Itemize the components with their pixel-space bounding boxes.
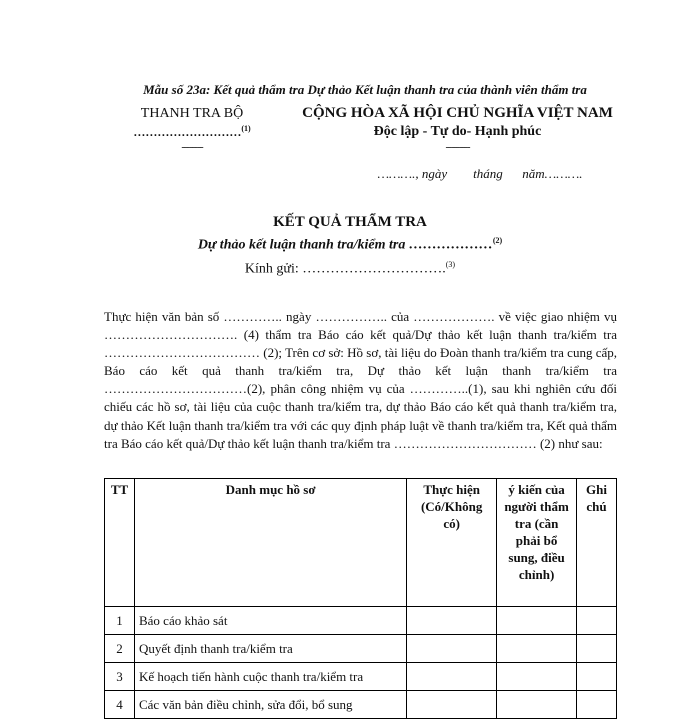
header-note: Ghi chú (577, 479, 617, 607)
row-note-cell (577, 607, 617, 635)
subtitle-ref: (2) (492, 236, 503, 245)
table-header-row (105, 479, 617, 607)
header-done: Thực hiện (Có/Không có) (407, 479, 497, 607)
table-row (105, 663, 617, 691)
agency-note-ref: (1) (241, 124, 251, 133)
table-row (105, 635, 617, 663)
row-document: Báo cáo khảo sát (134, 607, 406, 635)
row-done-cell (407, 635, 497, 663)
row-opinion-cell (497, 663, 577, 691)
date-line: ………., ngày tháng năm………. (377, 166, 583, 181)
row-opinion-cell (497, 691, 577, 719)
agency-dots-line (104, 124, 280, 140)
country-name: CỘNG HÒA XÃ HỘI CHỦ NGHĨA VIỆT NAM (302, 105, 613, 121)
agency-dots: ……………………… (133, 125, 242, 139)
document-subtitle-line (0, 236, 700, 254)
row-done-cell (407, 607, 497, 635)
row-note-cell (577, 663, 617, 691)
row-note-cell (577, 691, 617, 719)
header-opinion: ý kiến của người thẩm tra (cần phải bổ sung, điều chỉnh) (497, 479, 577, 607)
documents-table (104, 478, 617, 719)
row-document: Quyết định thanh tra/kiểm tra (134, 635, 406, 663)
row-done-cell (407, 691, 497, 719)
row-number: 2 (105, 635, 135, 663)
row-opinion-cell (497, 607, 577, 635)
row-document: Kế hoạch tiến hành cuộc thanh tra/kiểm tra (134, 663, 406, 691)
national-motto: Độc lập - Tự do- Hạnh phúc (373, 124, 542, 139)
document-title: KẾT QUẢ THẨM TRA (273, 214, 427, 230)
body-paragraph: Thực hiện văn bản số ………….. ngày …………….. của ………………. về việc giao nhiệm vụ …………………………. (4) thẩm tra Báo cáo kết quả/Dự thảo kết luận thanh tra/kiểm tra ……………………………… (2); Trên cơ sở: Hồ sơ, tài liệu do Đoàn thanh tra/kiểm tra cung cấp, Báo cáo kết quả thanh tra/kiểm tra, Dự thảo kết luận thanh tra/kiểm tra ……………………………(2), phân công nhiệm vụ của …………..(1), sau khi nghiên cứu đối chiếu các hồ sơ, tài liệu của cuộc thanh tra/kiểm tra, dự thảo Báo cáo kết quả thanh tra/kiểm tra, dự thảo Kết luận thanh tra/kiểm tra với các quy định pháp luật về thanh tra/kiểm tra, Kết quả thẩm tra Báo cáo kết quả/Dự thảo kết luận thanh tra/kiểm tra …………………………… (2) như sau: (104, 309, 617, 451)
recipient: Kính gửi: …………………………. (244, 261, 446, 277)
row-opinion-cell (497, 635, 577, 663)
agency-name: THANH TRA BỘ (140, 106, 244, 121)
table-row (105, 607, 617, 635)
header-documents: Danh mục hồ sơ (134, 479, 406, 607)
recipient-ref: (3) (445, 260, 456, 269)
header-tt: TT (105, 479, 135, 607)
row-number: 3 (105, 663, 135, 691)
left-divider: -------- (181, 141, 203, 153)
form-title: Mẫu số 23a: Kết quả thẩm tra Dự thảo Kết luận thanh tra của thành viên thẩm tra (143, 82, 587, 97)
row-document: Các văn bản điều chỉnh, sửa đổi, bổ sung (134, 691, 406, 719)
document-subtitle: Dự thảo kết luận thanh tra/kiểm tra ……………… (197, 237, 493, 253)
right-divider: --------- (445, 141, 470, 153)
row-number: 1 (105, 607, 135, 635)
recipient-line (0, 260, 700, 278)
row-done-cell (407, 663, 497, 691)
row-note-cell (577, 635, 617, 663)
row-number: 4 (105, 691, 135, 719)
table-row (105, 691, 617, 719)
